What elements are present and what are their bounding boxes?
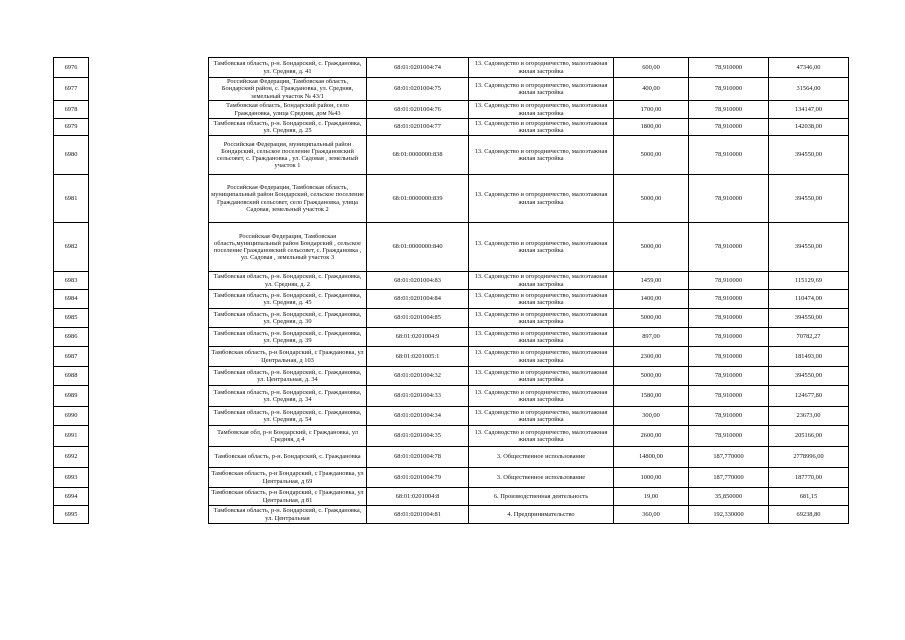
land-use-cell: 13. Садоводство и огородничество, малоэтажная жилая застройка [469, 272, 614, 290]
cadastral-value-cell: 394550,00 [769, 136, 849, 175]
area-cell: 2300,00 [614, 347, 689, 367]
address-cell: Тамбовская область, р-н Бондарский, с Граждановка, ул Центральная, д 69 [209, 468, 367, 488]
area-cell: 5000,00 [614, 223, 689, 272]
table-row [54, 175, 849, 223]
address-cell: Тамбовская область, р-н. Бондарский, с. Граждановка, ул. Средняя, д. 30 [209, 309, 367, 328]
address-cell: Тамбовская область, р-н. Бондарский, с. Граждановка, ул. Средняя, д. 34 [209, 386, 367, 407]
row-number-cell: 6985 [54, 309, 89, 328]
table-row [54, 119, 849, 136]
spacer-cell [89, 367, 209, 386]
spacer-cell [89, 328, 209, 347]
area-cell: 5000,00 [614, 136, 689, 175]
spacer-cell [89, 78, 209, 101]
cadastral-value-cell: 394550,00 [769, 367, 849, 386]
specific-value-cell: 78,910000 [689, 223, 769, 272]
spacer-cell [89, 468, 209, 488]
area-cell: 1400,00 [614, 290, 689, 309]
cadastral-value-cell: 205166,00 [769, 426, 849, 447]
area-cell: 400,00 [614, 78, 689, 101]
area-cell: 14800,00 [614, 447, 689, 468]
area-cell: 360,00 [614, 506, 689, 524]
cadastral-number-cell: 68:01:0201004:76 [367, 101, 469, 119]
table-row [54, 136, 849, 175]
cadastral-value-cell: 115129,69 [769, 272, 849, 290]
area-cell: 1580,00 [614, 386, 689, 407]
land-use-cell: 13. Садоводство и огородничество, малоэтажная жилая застройка [469, 119, 614, 136]
land-use-cell: 13. Садоводство и огородничество, малоэтажная жилая застройка [469, 58, 614, 78]
row-number-cell: 6993 [54, 468, 89, 488]
address-cell: Тамбовская область, р-н. Бондарский, с. Граждановка, ул. Средняя, д. 25 [209, 119, 367, 136]
area-cell: 19,00 [614, 488, 689, 506]
table-row [54, 447, 849, 468]
table-row [54, 101, 849, 119]
area-cell: 1459,00 [614, 272, 689, 290]
cadastral-number-cell: 68:01:0000000:839 [367, 175, 469, 223]
land-use-cell: 13. Садоводство и огородничество, малоэтажная жилая застройка [469, 290, 614, 309]
spacer-cell [89, 426, 209, 447]
row-number-cell: 6983 [54, 272, 89, 290]
cadastral-value-cell: 69238,80 [769, 506, 849, 524]
specific-value-cell: 78,910000 [689, 101, 769, 119]
row-number-cell: 6979 [54, 119, 89, 136]
address-cell: Российская Федерация, Тамбовская область, Бондарский район, с. Граждановка, ул. Средняя, земельный участок № 43/1 [209, 78, 367, 101]
area-cell: 5000,00 [614, 309, 689, 328]
table-body [54, 58, 849, 524]
land-use-cell: 13. Садоводство и огородничество, малоэтажная жилая застройка [469, 328, 614, 347]
cadastral-number-cell: 68:01:0201004:34 [367, 407, 469, 426]
spacer-cell [89, 506, 209, 524]
land-use-cell: 13. Садоводство и огородничество, малоэтажная жилая застройка [469, 136, 614, 175]
table-row [54, 506, 849, 524]
cadastral-number-cell: 68:01:0000000:840 [367, 223, 469, 272]
cadastral-value-cell: 681,15 [769, 488, 849, 506]
spacer-cell [89, 175, 209, 223]
area-cell: 1800,00 [614, 119, 689, 136]
cadastral-number-cell: 68:01:0201004:75 [367, 78, 469, 101]
land-use-cell: 3. Общественное использование [469, 447, 614, 468]
address-cell: Тамбовская область, р-н. Бондарский, с. Граждановка, ул. Средняя, д. 39 [209, 328, 367, 347]
spacer-cell [89, 347, 209, 367]
table-row [54, 426, 849, 447]
row-number-cell: 6990 [54, 407, 89, 426]
address-cell: Российская Федерация, Тамбовская область,муниципальный район Бондарский , сельское поселение Граждановский сельсовет, с. Граждановка , ул. Садовая , земельный участок 3 [209, 223, 367, 272]
area-cell: 2600,00 [614, 426, 689, 447]
row-number-cell: 6986 [54, 328, 89, 347]
address-cell: Тамбовская область, р-н Бондарский, с Граждановка, ул Центральная, д 81 [209, 488, 367, 506]
row-number-cell: 6987 [54, 347, 89, 367]
area-cell: 1000,00 [614, 468, 689, 488]
table-row [54, 309, 849, 328]
specific-value-cell: 78,910000 [689, 309, 769, 328]
cadastral-value-cell: 31564,00 [769, 78, 849, 101]
row-number-cell: 6976 [54, 58, 89, 78]
cadastral-number-cell: 68:01:0201004:35 [367, 426, 469, 447]
cadastral-value-cell: 187770,00 [769, 468, 849, 488]
cadastral-number-cell: 68:01:0201004:77 [367, 119, 469, 136]
specific-value-cell: 78,910000 [689, 58, 769, 78]
address-cell: Тамбовская область, р-н. Бондарский, с. Граждановка, ул. Центральная, д. 34 [209, 367, 367, 386]
row-number-cell: 6989 [54, 386, 89, 407]
cadastral-value-cell: 23673,00 [769, 407, 849, 426]
table-row [54, 386, 849, 407]
specific-value-cell: 187,770000 [689, 468, 769, 488]
cadastral-number-cell: 68:01:0201004:79 [367, 468, 469, 488]
cadastral-number-cell: 68:01:0201005:1 [367, 347, 469, 367]
specific-value-cell: 78,910000 [689, 290, 769, 309]
spacer-cell [89, 119, 209, 136]
cadastral-value-cell: 181493,00 [769, 347, 849, 367]
row-number-cell: 6991 [54, 426, 89, 447]
row-number-cell: 6980 [54, 136, 89, 175]
area-cell: 5000,00 [614, 367, 689, 386]
area-cell: 5000,00 [614, 175, 689, 223]
cadastral-number-cell: 68:01:0201004:85 [367, 309, 469, 328]
specific-value-cell: 78,910000 [689, 407, 769, 426]
spacer-cell [89, 223, 209, 272]
cadastral-number-cell: 68:01:0201004:83 [367, 272, 469, 290]
address-cell: Российская Федерация, Тамбовская область, муниципальный район Бондарский, сельское поселение Граждановский сельсовет, село Граждановка, улица Садовая, земельный участок 2 [209, 175, 367, 223]
land-use-cell: 13. Садоводство и огородничество, малоэтажная жилая застройка [469, 367, 614, 386]
area-cell: 1700,00 [614, 101, 689, 119]
land-use-cell: 13. Садоводство и огородничество, малоэтажная жилая застройка [469, 347, 614, 367]
cadastral-value-cell: 142038,00 [769, 119, 849, 136]
cadastral-number-cell: 68:01:0201004:81 [367, 506, 469, 524]
cadastral-value-cell: 394550,00 [769, 175, 849, 223]
row-number-cell: 6984 [54, 290, 89, 309]
cadastral-value-cell: 47346,00 [769, 58, 849, 78]
table-row [54, 347, 849, 367]
table-row [54, 407, 849, 426]
specific-value-cell: 187,770000 [689, 447, 769, 468]
table-row [54, 58, 849, 78]
address-cell: Тамбовская обл, р-н Бондарский, с Граждановка, ул Средняя, д 4 [209, 426, 367, 447]
cadastral-number-cell: 68:01:0201004:9 [367, 328, 469, 347]
spacer-cell [89, 407, 209, 426]
address-cell: Тамбовская область, Бондарский район, село Граждановка, улица Средняя, дом №43 [209, 101, 367, 119]
cadastral-value-cell: 2778996,00 [769, 447, 849, 468]
specific-value-cell: 78,910000 [689, 426, 769, 447]
land-use-cell: 13. Садоводство и огородничество, малоэтажная жилая застройка [469, 223, 614, 272]
address-cell: Тамбовская область, р-н. Бондарский, с. Граждановка, ул. Средняя, д. 45 [209, 290, 367, 309]
cadastral-number-cell: 68:01:0201004:84 [367, 290, 469, 309]
cadastral-value-cell: 134147,00 [769, 101, 849, 119]
row-number-cell: 6994 [54, 488, 89, 506]
address-cell: Тамбовская область, р-н. Бондарский, с. Граждановка, ул. Центральная [209, 506, 367, 524]
cadastral-number-cell: 68:01:0201004:74 [367, 58, 469, 78]
land-use-cell: 13. Садоводство и огородничество, малоэтажная жилая застройка [469, 78, 614, 101]
row-number-cell: 6992 [54, 447, 89, 468]
area-cell: 600,00 [614, 58, 689, 78]
land-use-cell: 13. Садоводство и огородничество, малоэтажная жилая застройка [469, 426, 614, 447]
cadastral-number-cell: 68:01:0201004:32 [367, 367, 469, 386]
cadastral-value-table [53, 57, 849, 524]
cadastral-value-cell: 70782,27 [769, 328, 849, 347]
table-row [54, 468, 849, 488]
specific-value-cell: 78,910000 [689, 328, 769, 347]
address-cell: Тамбовская область, р-н. Бондарский, с. Граждановка, ул. Средняя, д. 41 [209, 58, 367, 78]
row-number-cell: 6995 [54, 506, 89, 524]
land-use-cell: 13. Садоводство и огородничество, малоэтажная жилая застройка [469, 309, 614, 328]
area-cell: 897,00 [614, 328, 689, 347]
row-number-cell: 6982 [54, 223, 89, 272]
spacer-cell [89, 309, 209, 328]
table-row [54, 488, 849, 506]
land-use-cell: 3. Общественное использование [469, 468, 614, 488]
address-cell: Тамбовская область, р-н Бондарский, с Граждановка, ул Центральная, д 103 [209, 347, 367, 367]
table-row [54, 367, 849, 386]
table-row [54, 328, 849, 347]
spacer-cell [89, 290, 209, 309]
spacer-cell [89, 136, 209, 175]
specific-value-cell: 192,330000 [689, 506, 769, 524]
specific-value-cell: 78,910000 [689, 175, 769, 223]
specific-value-cell: 78,910000 [689, 386, 769, 407]
address-cell: Российская Федерация, муниципальный район Бондарский, сельское поселение Граждановский сельсовет, с. Граждановка , ул. Садовая , земельный участок 1 [209, 136, 367, 175]
cadastral-value-cell: 394550,00 [769, 223, 849, 272]
spacer-cell [89, 101, 209, 119]
specific-value-cell: 35,850000 [689, 488, 769, 506]
cadastral-number-cell: 68:01:0000000:838 [367, 136, 469, 175]
spacer-cell [89, 447, 209, 468]
address-cell: Тамбовская область, р-н. Бондарский, с. Граждановка, ул. Средняя, д. 2 [209, 272, 367, 290]
row-number-cell: 6978 [54, 101, 89, 119]
row-number-cell: 6988 [54, 367, 89, 386]
specific-value-cell: 78,910000 [689, 367, 769, 386]
land-use-cell: 4. Предпринимательство [469, 506, 614, 524]
land-use-cell: 13. Садоводство и огородничество, малоэтажная жилая застройка [469, 175, 614, 223]
address-cell: Тамбовская область, р-н. Бондарский, с. Граждановка [209, 447, 367, 468]
address-cell: Тамбовская область, р-н. Бондарский, с. Граждановка, ул. Средняя, д. 54 [209, 407, 367, 426]
row-number-cell: 6981 [54, 175, 89, 223]
table-row [54, 223, 849, 272]
table-row [54, 78, 849, 101]
spacer-cell [89, 58, 209, 78]
specific-value-cell: 78,910000 [689, 78, 769, 101]
spacer-cell [89, 272, 209, 290]
cadastral-value-cell: 394550,00 [769, 309, 849, 328]
specific-value-cell: 78,910000 [689, 347, 769, 367]
cadastral-number-cell: 68:01:0201004:8 [367, 488, 469, 506]
cadastral-value-cell: 124677,80 [769, 386, 849, 407]
cadastral-number-cell: 68:01:0201004:78 [367, 447, 469, 468]
spacer-cell [89, 386, 209, 407]
specific-value-cell: 78,910000 [689, 272, 769, 290]
land-use-cell: 6. Производственная деятельность [469, 488, 614, 506]
land-use-cell: 13. Садоводство и огородничество, малоэтажная жилая застройка [469, 407, 614, 426]
cadastral-number-cell: 68:01:0201004:33 [367, 386, 469, 407]
specific-value-cell: 78,910000 [689, 136, 769, 175]
spacer-cell [89, 488, 209, 506]
table-row [54, 272, 849, 290]
specific-value-cell: 78,910000 [689, 119, 769, 136]
cadastral-value-cell: 110474,00 [769, 290, 849, 309]
land-use-cell: 13. Садоводство и огородничество, малоэтажная жилая застройка [469, 386, 614, 407]
land-use-cell: 13. Садоводство и огородничество, малоэтажная жилая застройка [469, 101, 614, 119]
table-row [54, 290, 849, 309]
area-cell: 300,00 [614, 407, 689, 426]
row-number-cell: 6977 [54, 78, 89, 101]
